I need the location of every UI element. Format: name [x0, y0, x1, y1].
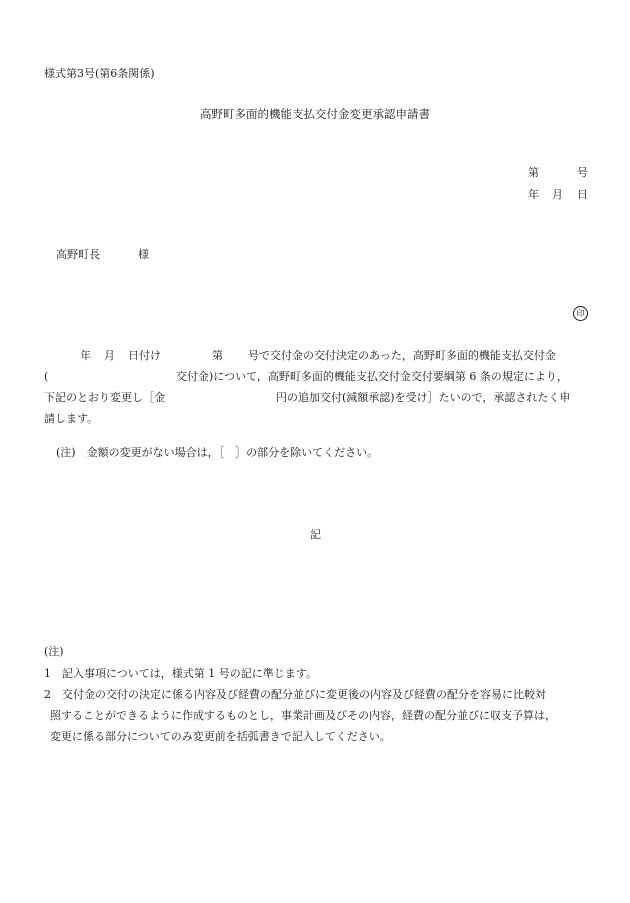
- date-day: 日: [577, 188, 588, 201]
- notes-item-2-line-1: 2 交付金の交付の決定に係る内容及び経費の配分並びに変更後の内容及び経費の配分を容易に比較対: [44, 688, 546, 701]
- body-line-3-text-b: 円の追加交付(減額承認)を受け］たいので，承認されたく申: [276, 391, 571, 404]
- ki-heading: 記: [310, 528, 321, 541]
- body-dai: 第: [212, 349, 223, 362]
- body-line-3-text-a: 下記のとおり変更し［金: [44, 391, 165, 404]
- notes-heading: (注): [44, 645, 64, 658]
- body-line-4: [44, 408, 588, 429]
- body-line-4-text: 請します。: [44, 412, 99, 425]
- seal-icon: [573, 306, 588, 321]
- date-month: 月: [552, 188, 563, 201]
- seal-label: 印: [573, 306, 588, 321]
- date-year: 年: [528, 188, 539, 201]
- application-body: [44, 345, 588, 429]
- addressee-honorific: 様: [138, 248, 149, 261]
- body-year: 年: [80, 349, 91, 362]
- inline-note: (注) 金額の変更がない場合は，［ ］の部分を除いてください。: [56, 446, 379, 459]
- document-number-dai: 第: [528, 166, 539, 179]
- document-number-go: 号: [577, 166, 588, 179]
- notes-item-1: 1 記入事項については，様式第 1 号の記に準じます。: [44, 667, 317, 680]
- document-title: 高野町多面的機能支払交付金変更承認申請書: [200, 107, 430, 121]
- notes-item-2-line-2: 照することができるように作成するものとし，事業計画及びその内容，経費の配分並びに収支予算は，: [50, 709, 556, 722]
- body-line-3: [44, 387, 588, 408]
- body-dated: 日付け: [128, 349, 161, 362]
- body-line-2-text: 交付金)について，高野町多面的機能支払交付金交付要綱第 6 条の規定により，: [176, 370, 568, 383]
- body-month: 月: [104, 349, 115, 362]
- addressee-name: 高野町長: [56, 248, 100, 261]
- body-line-1: [44, 345, 588, 366]
- body-line-1-text: 号で交付金の交付決定のあった，高野町多面的機能支払交付金: [248, 349, 556, 362]
- notes-item-2-line-3: 変更に係る部分についてのみ変更前を括弧書きで記入してください。: [50, 730, 391, 743]
- body-line-2-open: (: [44, 370, 49, 383]
- form-number: 様式第3号(第6条関係): [44, 67, 155, 80]
- body-line-2: [44, 366, 588, 387]
